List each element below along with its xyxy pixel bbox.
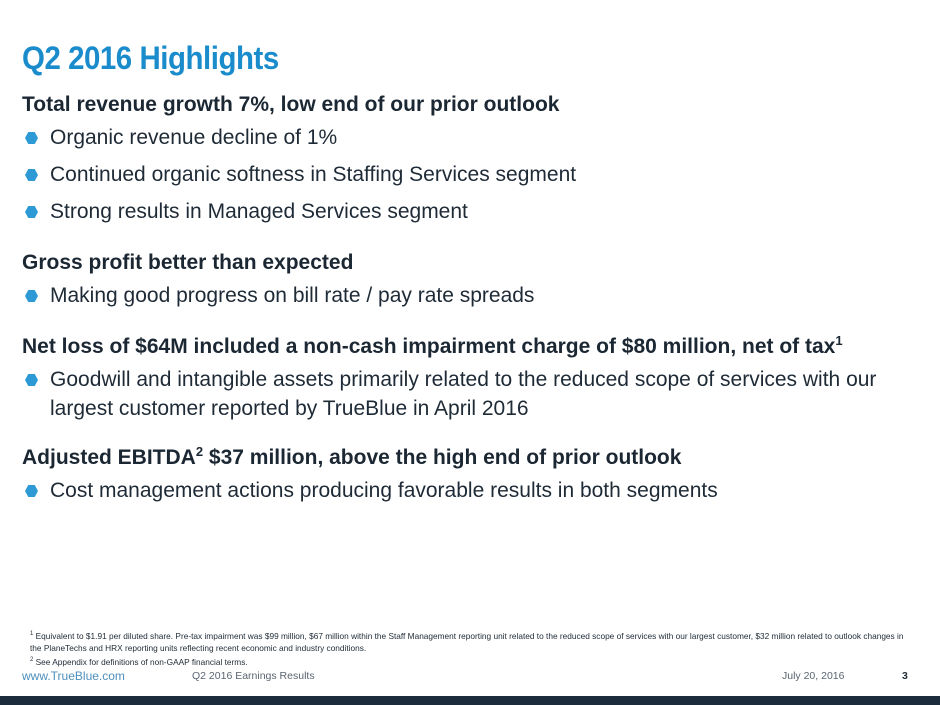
list-item <box>22 365 922 423</box>
hexagon-bullet-icon <box>25 206 38 218</box>
list-item <box>22 476 922 505</box>
list-item <box>22 197 922 226</box>
hexagon-bullet-icon <box>25 485 38 497</box>
section-adjusted-ebitda <box>22 443 922 505</box>
hexagon-bullet-icon <box>25 374 38 386</box>
section-heading-text: Net loss of $64M included a non-cash impairment charge of $80 million, net of tax <box>22 335 836 358</box>
highlights-content <box>22 90 922 513</box>
footnote-marker: 2 <box>30 656 34 663</box>
footnote-ref: 2 <box>195 444 204 459</box>
list-item-text: Cost management actions producing favorable results in both segments <box>50 479 718 502</box>
hexagon-bullet-icon <box>25 169 38 181</box>
section-heading <box>22 332 922 361</box>
list-item-text: Organic revenue decline of 1% <box>50 126 338 149</box>
footnote-2 <box>30 654 910 668</box>
page-footer <box>0 669 940 685</box>
list-item-text: Strong results in Managed Services segment <box>50 200 468 223</box>
footnotes <box>30 628 910 668</box>
bottom-bar <box>0 696 940 705</box>
footnote-marker: 1 <box>30 631 34 637</box>
section-revenue <box>22 90 922 226</box>
bullet-list <box>22 123 922 226</box>
footnote-ref: 1 <box>835 333 843 348</box>
section-heading-pre: Adjusted EBITDA <box>22 446 196 469</box>
list-item <box>22 281 922 310</box>
section-net-loss <box>22 332 922 423</box>
page-title: Q2 2016 Highlights <box>22 40 279 76</box>
page-number: 3 <box>902 670 908 682</box>
section-heading: Total revenue growth 7%, low end of our prior outlook <box>22 93 560 116</box>
list-item <box>22 123 922 152</box>
hexagon-bullet-icon <box>25 132 38 144</box>
section-heading <box>22 443 922 472</box>
list-item <box>22 160 922 189</box>
bullet-list <box>22 281 922 310</box>
bullet-list <box>22 476 922 505</box>
list-item-text: Goodwill and intangible assets primarily related to the reduced scope of services with our largest customer reported by TrueBlue in April 2016 <box>50 368 877 420</box>
website-link[interactable]: www.TrueBlue.com <box>22 669 125 683</box>
footnote-text: Equivalent to $1.91 per diluted share. Pre-tax impairment was $99 million, $67 million within the Staff Management reporting unit related to the reduced scope of services with our largest customer, $32 million related to outlook changes in the PlaneTechs and HRX reporting units reflecting recent economic and industry conditions. <box>30 630 904 653</box>
section-gross-profit <box>22 248 922 310</box>
list-item-text: Making good progress on bill rate / pay rate spreads <box>50 284 535 307</box>
section-heading-post: $37 million, above the high end of prior outlook <box>203 446 682 469</box>
section-heading: Gross profit better than expected <box>22 251 354 274</box>
bullet-list <box>22 365 922 423</box>
list-item-text: Continued organic softness in Staffing Services segment <box>50 163 577 186</box>
hexagon-bullet-icon <box>25 290 38 302</box>
footnote-1 <box>30 628 910 654</box>
presentation-date: July 20, 2016 <box>782 670 845 682</box>
footnote-text: See Appendix for definitions of non-GAAP financial terms. <box>33 656 248 667</box>
presentation-name: Q2 2016 Earnings Results <box>192 670 315 682</box>
